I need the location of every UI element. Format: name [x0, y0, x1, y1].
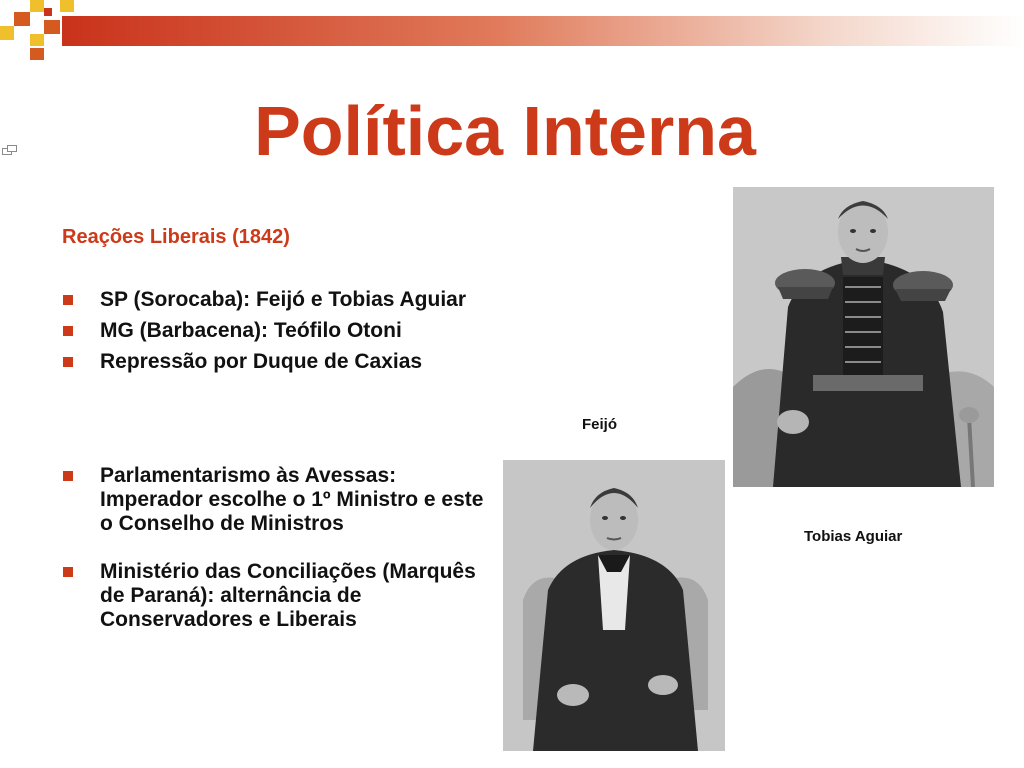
- square-bullet-icon: [63, 295, 73, 305]
- square-bullet-icon: [63, 567, 73, 577]
- list-item-text: Ministério das Conciliações (Marquês de Paraná): alternância de Conservadores e Liberais: [100, 560, 476, 631]
- slide-subtitle: Reações Liberais (1842): [62, 226, 290, 248]
- caption-feijo: Feijó: [582, 416, 618, 433]
- deco-square: [44, 8, 52, 16]
- deco-square: [44, 20, 60, 34]
- square-bullet-icon: [63, 326, 73, 336]
- list-item: [62, 288, 502, 312]
- deco-square: [30, 0, 44, 12]
- list-item-text: Repressão por Duque de Caxias: [100, 350, 423, 373]
- bullet-list-revolts: [62, 288, 502, 381]
- portrait-tobias-aguiar: [733, 187, 994, 487]
- deco-square: [14, 12, 30, 26]
- deco-square: [30, 48, 44, 60]
- slide-title: Política Interna: [254, 92, 756, 170]
- portrait-feijo: [503, 460, 725, 751]
- square-bullet-icon: [63, 471, 73, 481]
- deco-square: [30, 34, 44, 46]
- list-item: [62, 319, 502, 343]
- list-item-text: Parlamentarismo às Avessas: Imperador escolhe o 1º Ministro e este o Conselho de Ministros: [100, 464, 484, 535]
- caption-tobias-aguiar: Tobias Aguiar: [804, 528, 903, 545]
- header-decoration: [0, 0, 1024, 70]
- bullet-list-politics: [62, 464, 502, 656]
- list-item: [62, 560, 502, 632]
- list-item: [62, 464, 502, 536]
- list-item-text: SP (Sorocaba): Feijó e Tobias Aguiar: [100, 288, 467, 311]
- deco-square: [60, 0, 74, 12]
- header-gradient-bar: [62, 16, 1024, 46]
- deco-square: [0, 26, 14, 40]
- square-bullet-icon: [63, 357, 73, 367]
- list-item-text: MG (Barbacena): Teófilo Otoni: [100, 319, 402, 342]
- list-item: [62, 350, 502, 374]
